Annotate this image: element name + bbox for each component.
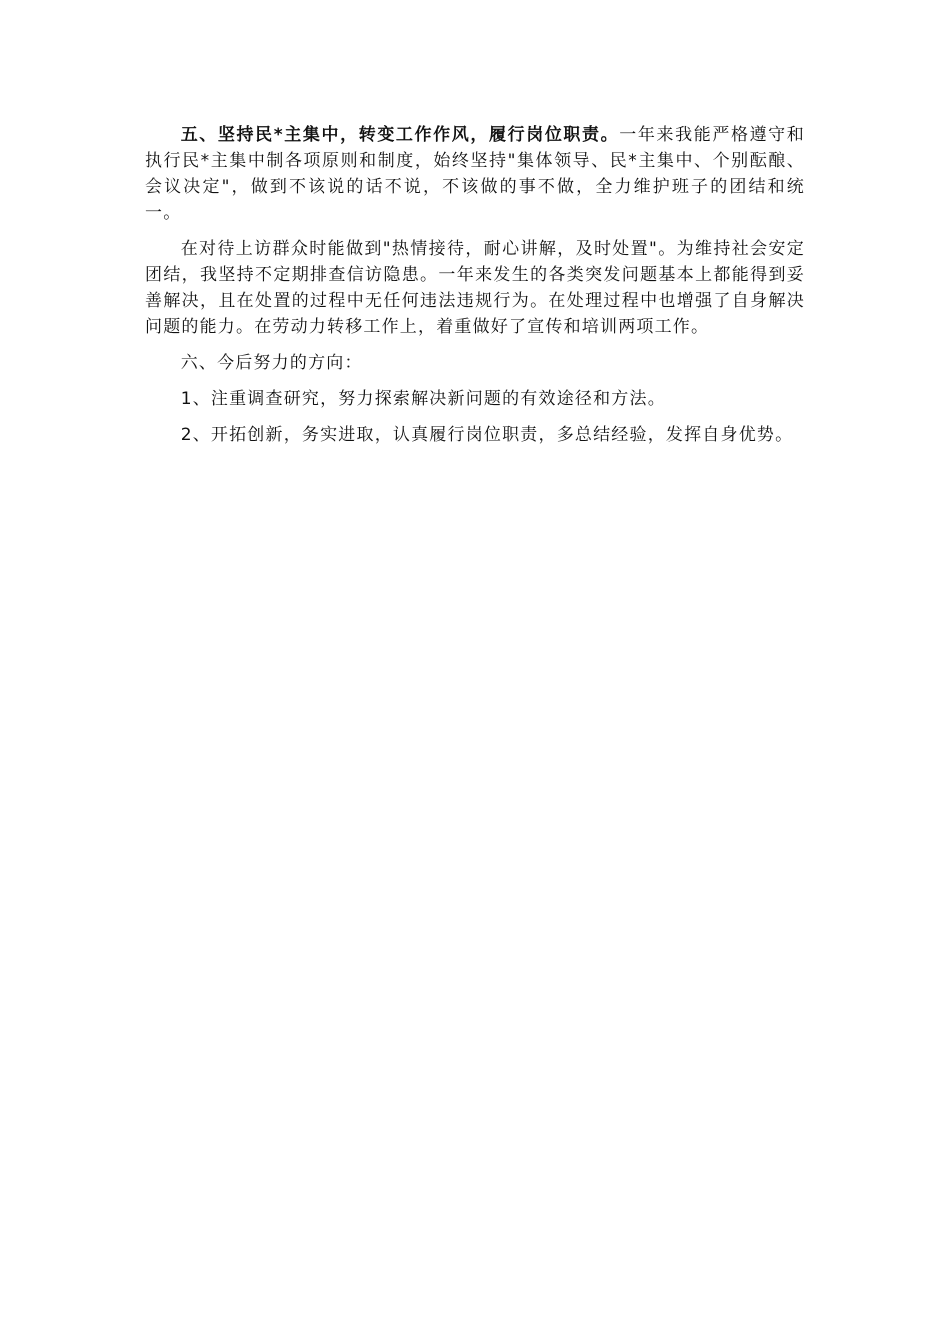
- list-item-1: 1、注重调查研究，努力探索解决新问题的有效途径和方法。: [180, 389, 666, 409]
- section-five-heading: 五、坚持民*主集中，转变工作作风，履行岗位职责。: [180, 125, 620, 145]
- section-six-heading: 六、今后努力的方向：: [180, 353, 363, 373]
- paragraph-petition: 在对待上访群众时能做到"热情接待，耐心讲解，及时处置"。为维持社会安定团结，我坚持不定期排查信访隐患。一年来发生的各类突发问题基本上都能得到妥善解决，且在处置的过程中无任何违法违规行为。在处理过程中也增强了自身解决问题的能力。在劳动力转移工作上，着重做好了宣传和培训两项工作。: [145, 239, 805, 337]
- section-five-text: 一年来我能严格遵守和执行民*主集中制各项原则和制度，始终坚持"集体领导、民*主集中、个别酝酿、会议决定"，做到不该说的话不说，不该做的事不做，全力维护班子的团结和统一。: [145, 125, 805, 223]
- paragraph-section-five: [145, 122, 805, 226]
- list-item-2: 2、开拓创新，务实进取，认真履行岗位职责，多总结经验，发挥自身优势。: [180, 425, 794, 445]
- document-body: [145, 122, 805, 458]
